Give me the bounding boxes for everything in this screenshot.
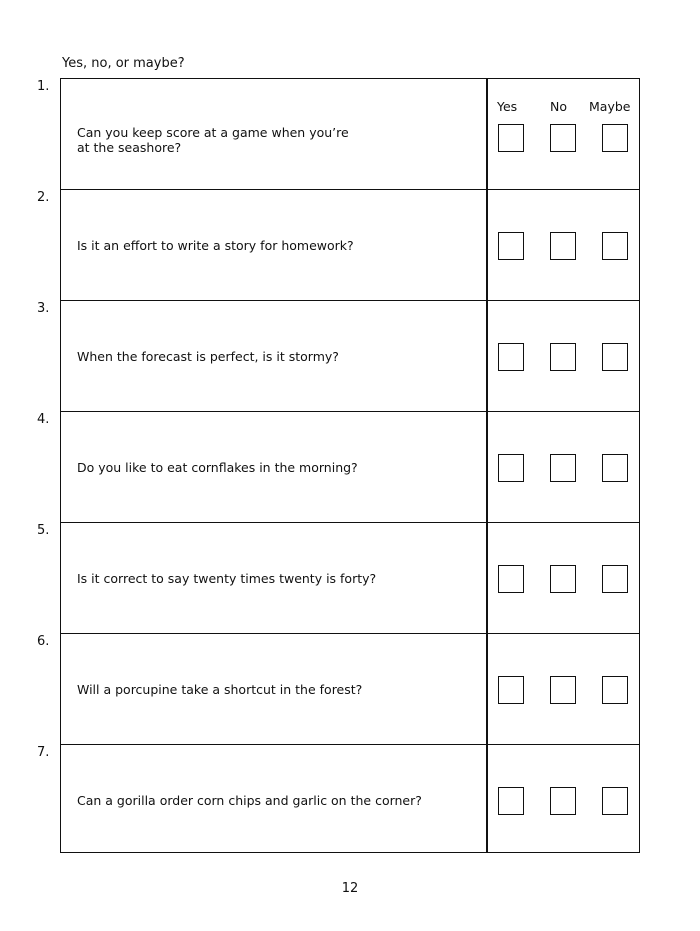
question-text [77,125,477,155]
yes-checkbox[interactable] [498,565,524,593]
no-checkbox[interactable] [550,565,576,593]
maybe-checkbox[interactable] [602,454,628,482]
yes-checkbox[interactable] [498,124,524,152]
yes-checkbox[interactable] [498,343,524,371]
maybe-checkbox[interactable] [602,343,628,371]
yes-checkbox[interactable] [498,787,524,815]
question-text: When the forecast is perfect, is it stormy? [77,349,339,364]
question-number: 4. [37,412,50,427]
instructions: Yes, no, or maybe? [62,56,185,71]
yes-column-header: Yes [497,99,518,114]
maybe-checkbox[interactable] [602,124,628,152]
question-line: Can you keep score at a game when you’re [77,125,349,140]
no-checkbox[interactable] [550,454,576,482]
yes-checkbox[interactable] [498,454,524,482]
maybe-checkbox[interactable] [602,232,628,260]
no-column-header: No [550,99,567,114]
question-text: Is it correct to say twenty times twenty is forty? [77,571,377,586]
question-line: at the seashore? [77,140,182,155]
maybe-checkbox[interactable] [602,787,628,815]
maybe-column-header: Maybe [589,99,631,114]
question-row-3 [37,301,639,412]
question-text: Do you like to eat cornflakes in the morning? [77,460,358,475]
question-number: 5. [37,523,50,538]
yes-checkbox[interactable] [498,232,524,260]
no-checkbox[interactable] [550,787,576,815]
worksheet-table [37,78,640,853]
question-number: 6. [37,634,50,649]
question-row-4 [37,412,639,523]
page-number: 12 [341,881,359,896]
question-text: Can a gorilla order corn chips and garlic on the corner? [77,793,422,808]
question-row-7 [37,745,639,856]
question-text: Will a porcupine take a shortcut in the forest? [77,682,363,697]
no-checkbox[interactable] [550,232,576,260]
no-checkbox[interactable] [550,124,576,152]
question-row-1 [37,79,639,190]
maybe-checkbox[interactable] [602,676,628,704]
yes-checkbox[interactable] [498,676,524,704]
question-row-5 [37,523,639,634]
no-checkbox[interactable] [550,343,576,371]
question-number: 1. [37,79,50,94]
question-number: 3. [37,301,50,316]
question-row-6 [37,634,639,745]
no-checkbox[interactable] [550,676,576,704]
question-row-2 [37,190,639,301]
question-text: Is it an effort to write a story for homework? [77,238,354,253]
maybe-checkbox[interactable] [602,565,628,593]
question-number: 2. [37,190,50,205]
question-number: 7. [37,745,50,760]
